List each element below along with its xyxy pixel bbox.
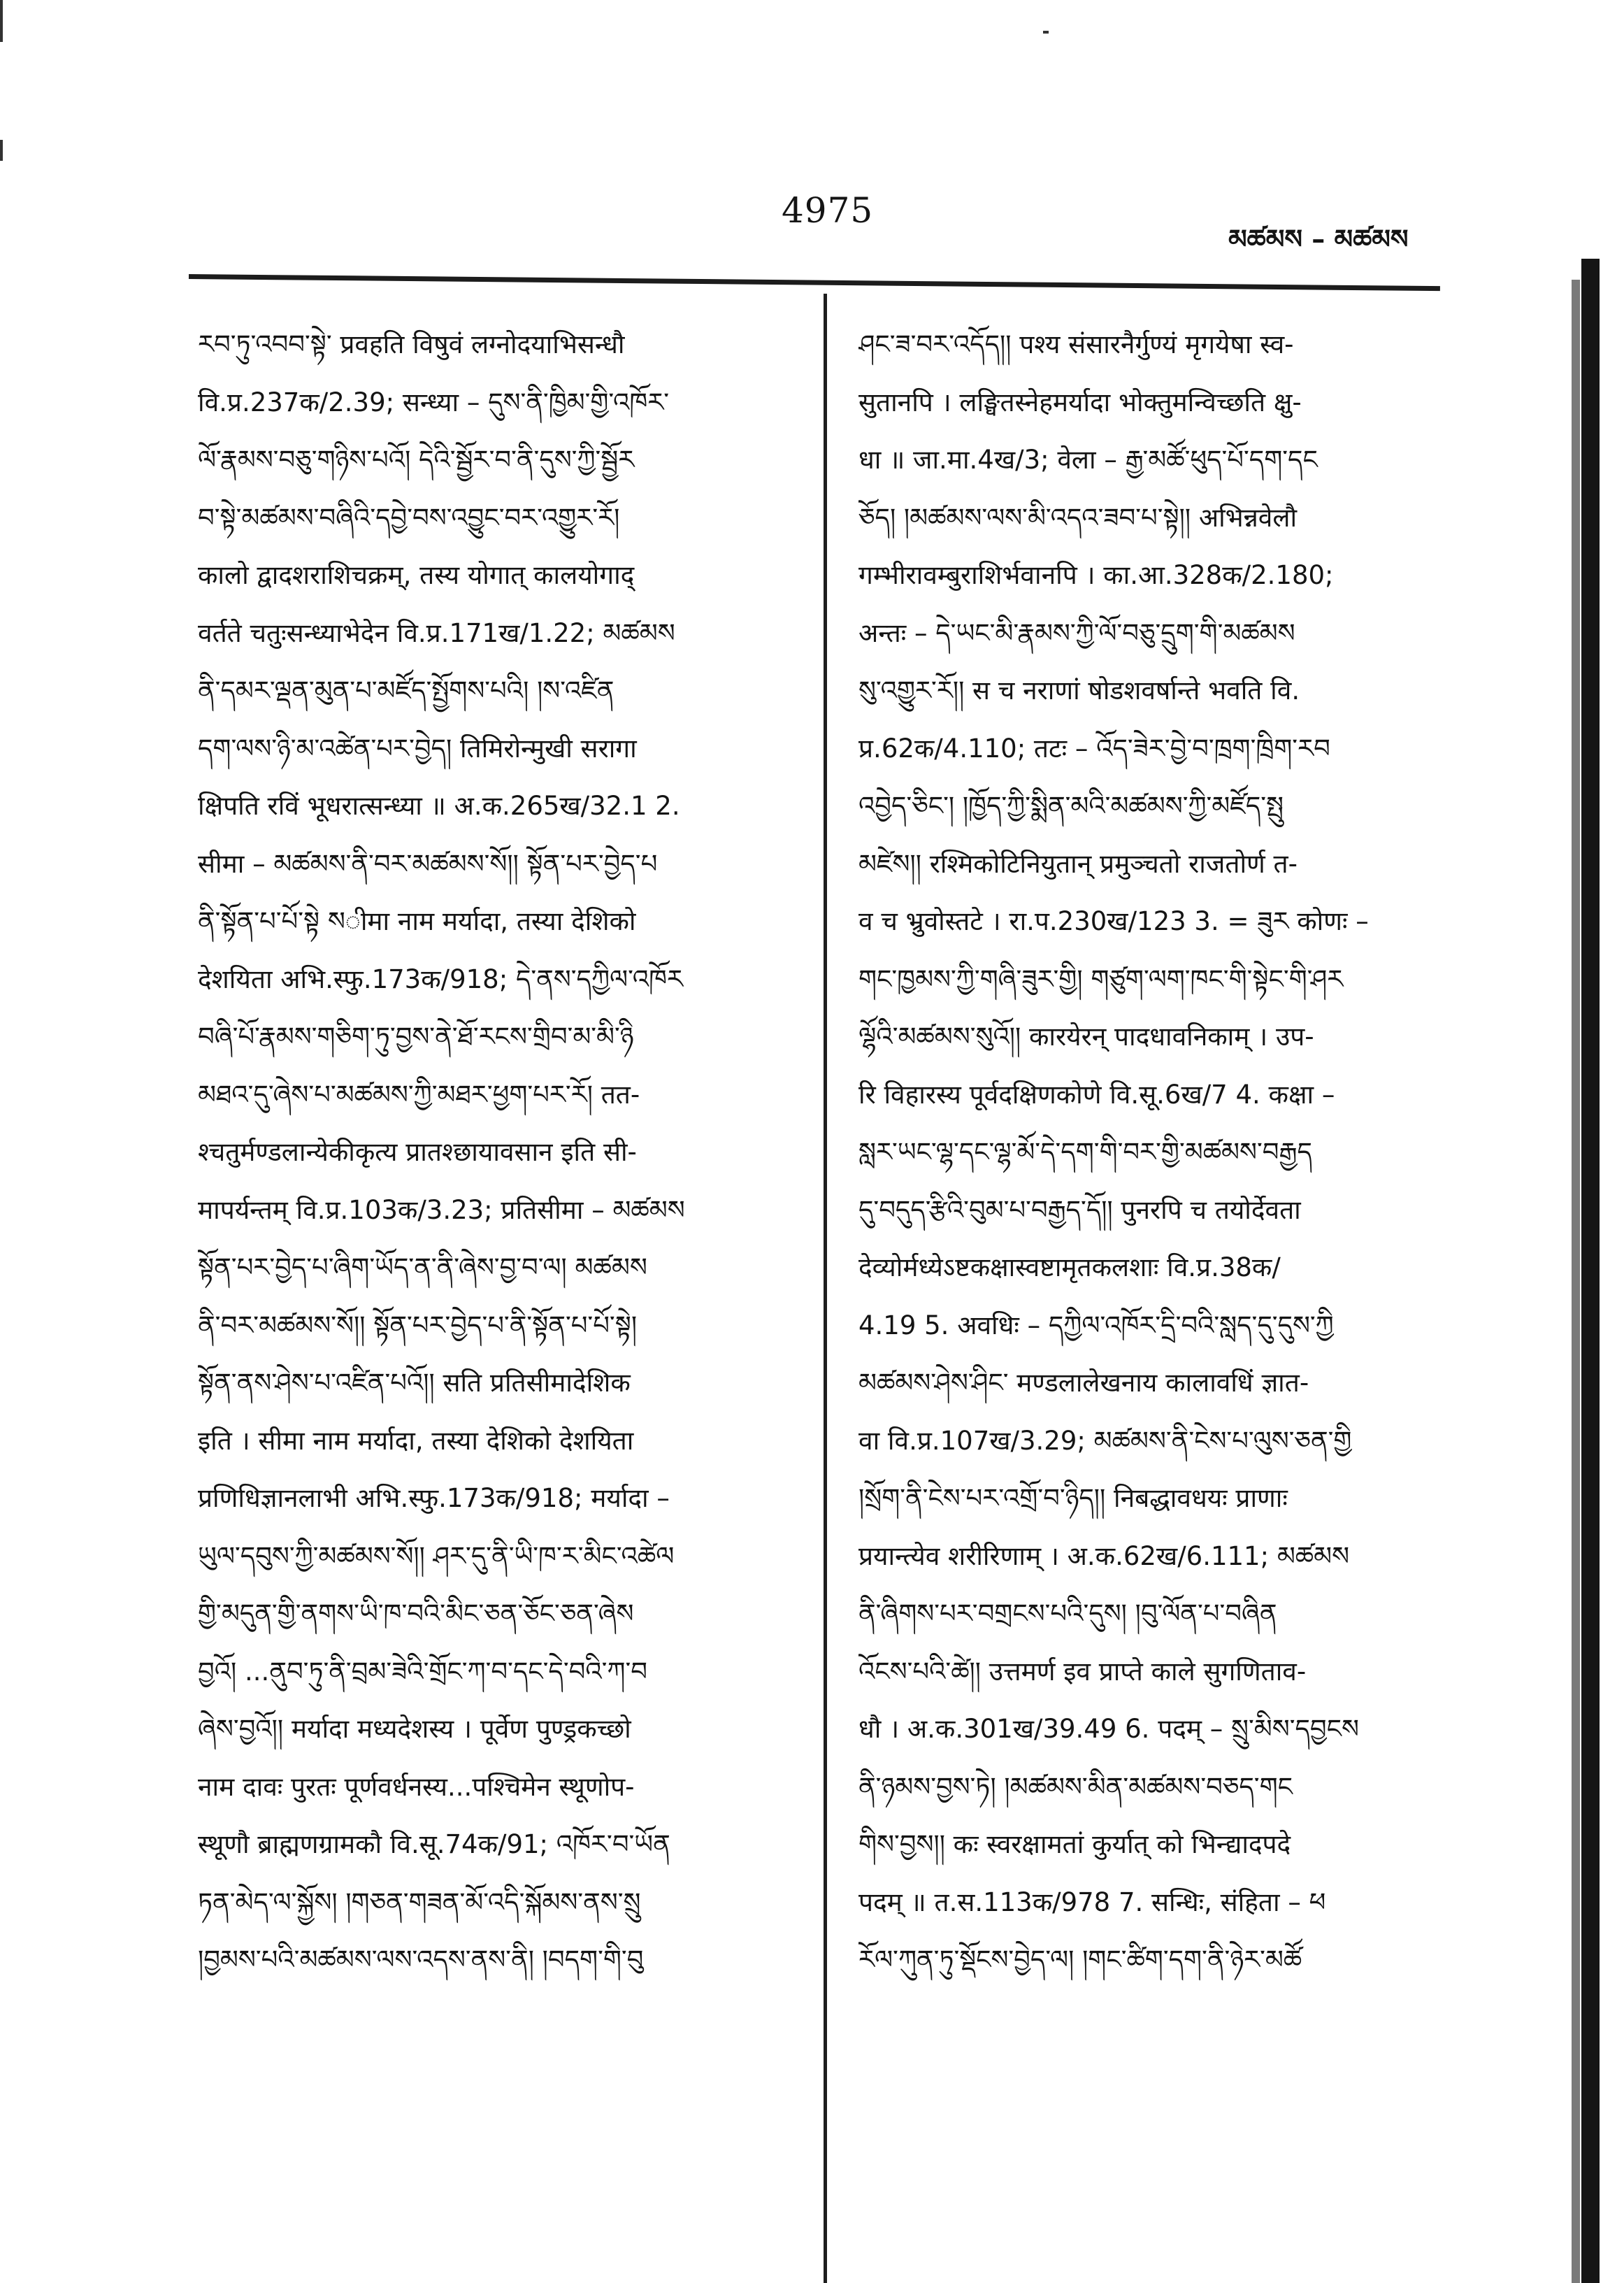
text-line: धा ॥ जा.मा.4ख/3; वेला – རྒྱ་མཚོ་ཕུད་པོ་དག་དང xyxy=(858,445,1318,475)
text-line: नाम दावः पुरतः पूर्णवर्धनस्य...पश्चिमेन स्थूणोप- xyxy=(198,1771,635,1802)
text-line: ཤང་ཟ་བར་འདོད།། पश्य संसारनैर्गुण्यं मृगयेषा स्व- xyxy=(858,329,1294,359)
text-line: མཛེས།། रश्मिकोटिनियुतान् प्रमुञ्चतो राजतोर्ण त- xyxy=(858,848,1298,879)
scan-binding-edge xyxy=(1572,280,1580,2283)
text-line: དུ་བདུད་རྩིའི་བུམ་པ་བརྒྱད་དོ།། पुनरपि च तयोर्देवता xyxy=(858,1194,1301,1225)
scan-binding-bar xyxy=(1581,259,1600,2283)
text-line: श्चतुर्मण्डलान्येकीकृत्य प्रातश्छायावसान इति सी- xyxy=(198,1137,637,1167)
text-line: कालो द्वादशराशिचक्रम्, तस्य योगात् कालयोगाद् xyxy=(198,560,635,590)
text-line: བྱའོ། ...ནུབ་ཏུ་ནི་བྲམ་ཟེའི་གྲོང་ཀ་བ་དང་དེ་བའི་ཀ་བ xyxy=(198,1656,647,1687)
text-line: सुतानपि । लङ्घितस्नेहमर्यादा भोक्तुमन्विच्छति क्षु- xyxy=(858,387,1302,417)
text-line: इति । सीमा नाम मर्यादा, तस्या देशिको देशयिता xyxy=(198,1425,634,1456)
text-line: प्र.62क/4.110; तटः – འོད་ཟེར་བྱེ་བ་ཁྲག་ཁྲིག་རབ xyxy=(858,733,1330,764)
text-line: སྟོན་པར་བྱེད་པ་ཞིག་ཡོད་ན་ནི་ཞེས་བྱ་བ་ལ། མཚམས xyxy=(198,1252,647,1282)
text-line: वा वि.प्र.107ख/3.29; མཚམས་ནི་ངེས་པ་ལུས་ཅན་གྱི xyxy=(858,1425,1352,1456)
text-line: ནི་ཉམས་བྱས་ཏེ། །མཚམས་མིན་མཚམས་བཅད་གང xyxy=(858,1771,1293,1802)
text-line: སྟོན་ནས་ཤེས་པ་འཛིན་པའོ།། सति प्रतिसीमादेशिक xyxy=(198,1368,631,1398)
text-line: 4.19 5. अवधिः – དཀྱིལ་འཁོར་དྲི་བའི་སླད་དུ་དུས་ཀྱི xyxy=(858,1310,1334,1340)
scan-mark xyxy=(1043,31,1049,34)
text-line: क्षिपति रविं भूधरात्सन्ध्या ॥ अ.क.265ख/32.1 2. xyxy=(198,791,680,821)
text-line: ནི་བར་མཚམས་སོ།། སྟོན་པར་བྱེད་པ་ནི་སྟོན་པ་པོ་སྟེ། xyxy=(198,1310,638,1340)
text-line: བཞི་པོ་རྣམས་གཅིག་ཏུ་བྱས་ནེ་ཐོ་རངས་གྲིབ་མ་མི་ཉི xyxy=(198,1022,634,1052)
scan-mark xyxy=(0,0,3,42)
text-line: གྱི་མདུན་གྱི་ནགས་ཡི་ཁ་བའི་མིང་ཅན་ཅོང་ཅན་ཞེས xyxy=(198,1598,634,1629)
text-line: धौ । अ.क.301ख/39.49 6. पदम् – སྲུ་མིས་དབྱངས xyxy=(858,1714,1359,1744)
text-line: अन्तः – དེ་ཡང་མི་རྣམས་ཀྱི་ལོ་བཅུ་དྲུག་གི་མཚམས xyxy=(858,617,1295,648)
text-line: ནི་དམར་ལྡན་མུན་པ་མཛོད་སྤྱོགས་པའི། །ས་འཛིན xyxy=(198,675,615,706)
left-column xyxy=(198,316,792,1989)
text-line: སླར་ཡང་ལྷ་དང་ལྷ་མོ་དེ་དག་གི་བར་གྱི་མཚམས་བརྒྱད xyxy=(858,1137,1312,1167)
text-line: सीमा – མཚམས་ནི་བར་མཚམས་སོ།། སྟོན་པར་བྱེད་པ xyxy=(198,848,658,879)
text-line: प्रयान्त्येव शरीरिणाम् । अ.क.62ख/6.111; མཚམས xyxy=(858,1540,1350,1571)
column-divider xyxy=(824,294,827,2283)
text-line: मापर्यन्तम् वि.प्र.103क/3.23; प्रतिसीमा – མཚམས xyxy=(198,1194,685,1225)
text-line: བ་སྟེ་མཚམས་བཞིའི་དབྱེ་བས་འབྱུང་བར་འགྱུར་རོ། xyxy=(198,502,620,533)
text-line: མཚམས་ཤེས་ཤིང་ मण्डलालेखनाय कालावधिं ज्ञात- xyxy=(858,1368,1309,1398)
text-line: ཡུལ་དབུས་ཀྱི་མཚམས་སོ།། ཤར་དུ་ནི་ཡི་ཁ་ར་མིང་འཚེལ xyxy=(198,1540,675,1571)
text-line: སུ་འགྱུར་རོ།། स च नराणां षोडशवर्षान्ते भवति वि. xyxy=(858,675,1300,706)
text-line: व च भ्रुवोस्तटे । रा.प.230ख/123 3. = ཟུར कोणः – xyxy=(858,906,1369,936)
text-line: །བྱམས་པའི་མཚམས་ལས་འདས་ནས་ནི། །བདག་གི་བུ xyxy=(198,1945,644,1975)
text-line: འོངས་པའི་ཚེ།། उत्तमर्ण इव प्राप्ते काले सुगणिताव- xyxy=(858,1656,1307,1687)
text-line: वि.प्र.237क/2.39; सन्ध्या – དུས་ནི་ཁྱིམ་གྱི་འཁོར་ xyxy=(198,387,670,417)
text-line: रि विहारस्य पूर्वदक्षिणकोणे वि.सू.6ख/7 4. कक्षा – xyxy=(858,1079,1335,1110)
text-line: ལོ་རྣམས་བཅུ་གཉིས་པའོ། དེའི་སྦྱོར་བ་ནི་དུས་ཀྱི་སྦྱོར xyxy=(198,445,635,475)
text-line: ཏན་མེད་ལ་སྐྱོས། །གཅན་གཟན་མོ་འདི་སྐོམས་ནས་སྲུ xyxy=(198,1887,641,1917)
text-line: पदम् ॥ त.स.113क/978 7. सन्धिः, संहिता – ཕ xyxy=(858,1887,1326,1917)
text-line: གིས་བྱས།། कः स्वरक्षामतां कुर्यात् को भिन्द्यादपदे xyxy=(858,1829,1291,1859)
text-line: वर्तते चतुःसन्ध्याभेदेन वि.प्र.171ख/1.22; མཚམས xyxy=(198,617,675,648)
text-line: ཞེས་བྱའོ།། मर्यादा मध्यदेशस्य । पूर्वेण पुण्ड्रकच्छो xyxy=(198,1714,631,1744)
text-line: देव्योर्मध्येऽष्टकक्षास्वष्टामृतकलशाः वि.प्र.38क/ xyxy=(858,1252,1281,1282)
right-column xyxy=(858,316,1456,1989)
text-line: गम्भीरावम्बुराशिर्भवानपि । का.आ.328क/2.180; xyxy=(858,560,1334,590)
text-line: देशयिता अभि.स्फु.173क/918; དེ་ནས་དཀྱིལ་འཁོར xyxy=(198,964,684,994)
text-line: འབྱེད་ཅིང་། །ཁྱོད་ཀྱི་སྨིན་མའི་མཚམས་ཀྱི་མཛོད་སྤུ xyxy=(858,791,1284,821)
page-number: 4975 xyxy=(782,190,874,231)
text-line: ནི་ཞིགས་པར་བགྲངས་པའི་དུས། །བུ་ལོན་པ་བཞིན xyxy=(858,1598,1277,1629)
scan-mark xyxy=(0,140,3,161)
text-line: स्थूणौ ब्राह्मणग्रामकौ वि.सू.74क/91; འཁོར་བ་ཡོན xyxy=(198,1829,670,1859)
text-line: རོལ་ཀུན་ཏུ་སྡོངས་བྱེད་ལ། །གང་ཚིག་དག་ནི་ཉེར་མཚོ xyxy=(858,1945,1302,1975)
running-head: མཚམས – མཚམས xyxy=(1228,224,1409,255)
text-line: ཅོད། །མཚམས་ལས་མི་འདའ་ཟབ་པ་སྟེ།། अभिन्नवेलौ xyxy=(858,502,1298,533)
text-line: རབ་ཏུ་འབབ་སྟེ་ प्रवहति विषुवं लग्नोदयाभिसन्धौ xyxy=(198,329,625,359)
text-line: མཐའ་དུ་ཞེས་པ་མཚམས་ཀྱི་མཐར་ཕྱག་པར་རོ། तत- xyxy=(198,1079,640,1110)
text-line: དག་ལས་ཉི་མ་འཚེན་པར་བྱེད། तिमिरोन्मुखी सरागा xyxy=(198,733,637,764)
text-line: ལྷོའི་མཚམས་སུའོ།། कारयेरन् पादधावनिकाम् । उप- xyxy=(858,1022,1314,1052)
text-line: གང་ཁྱམས་ཀྱི་གཞི་ཟུར་གྱི། གཙུག་ལག་ཁང་གི་སྟེང་གི་ཤར xyxy=(858,964,1344,994)
text-line: །སྲོག་ནི་ངེས་པར་འགྲོ་བ་ཉིད།། निबद्धावधयः प्राणाः xyxy=(858,1483,1288,1513)
text-line: ནི་སྟོན་པ་པོ་སྟེ སीमा नाम मर्यादा, तस्या देशिको xyxy=(198,906,636,936)
text-line: प्रणिधिज्ञानलाभी अभि.स्फु.173क/918; मर्यादा – xyxy=(198,1483,670,1513)
